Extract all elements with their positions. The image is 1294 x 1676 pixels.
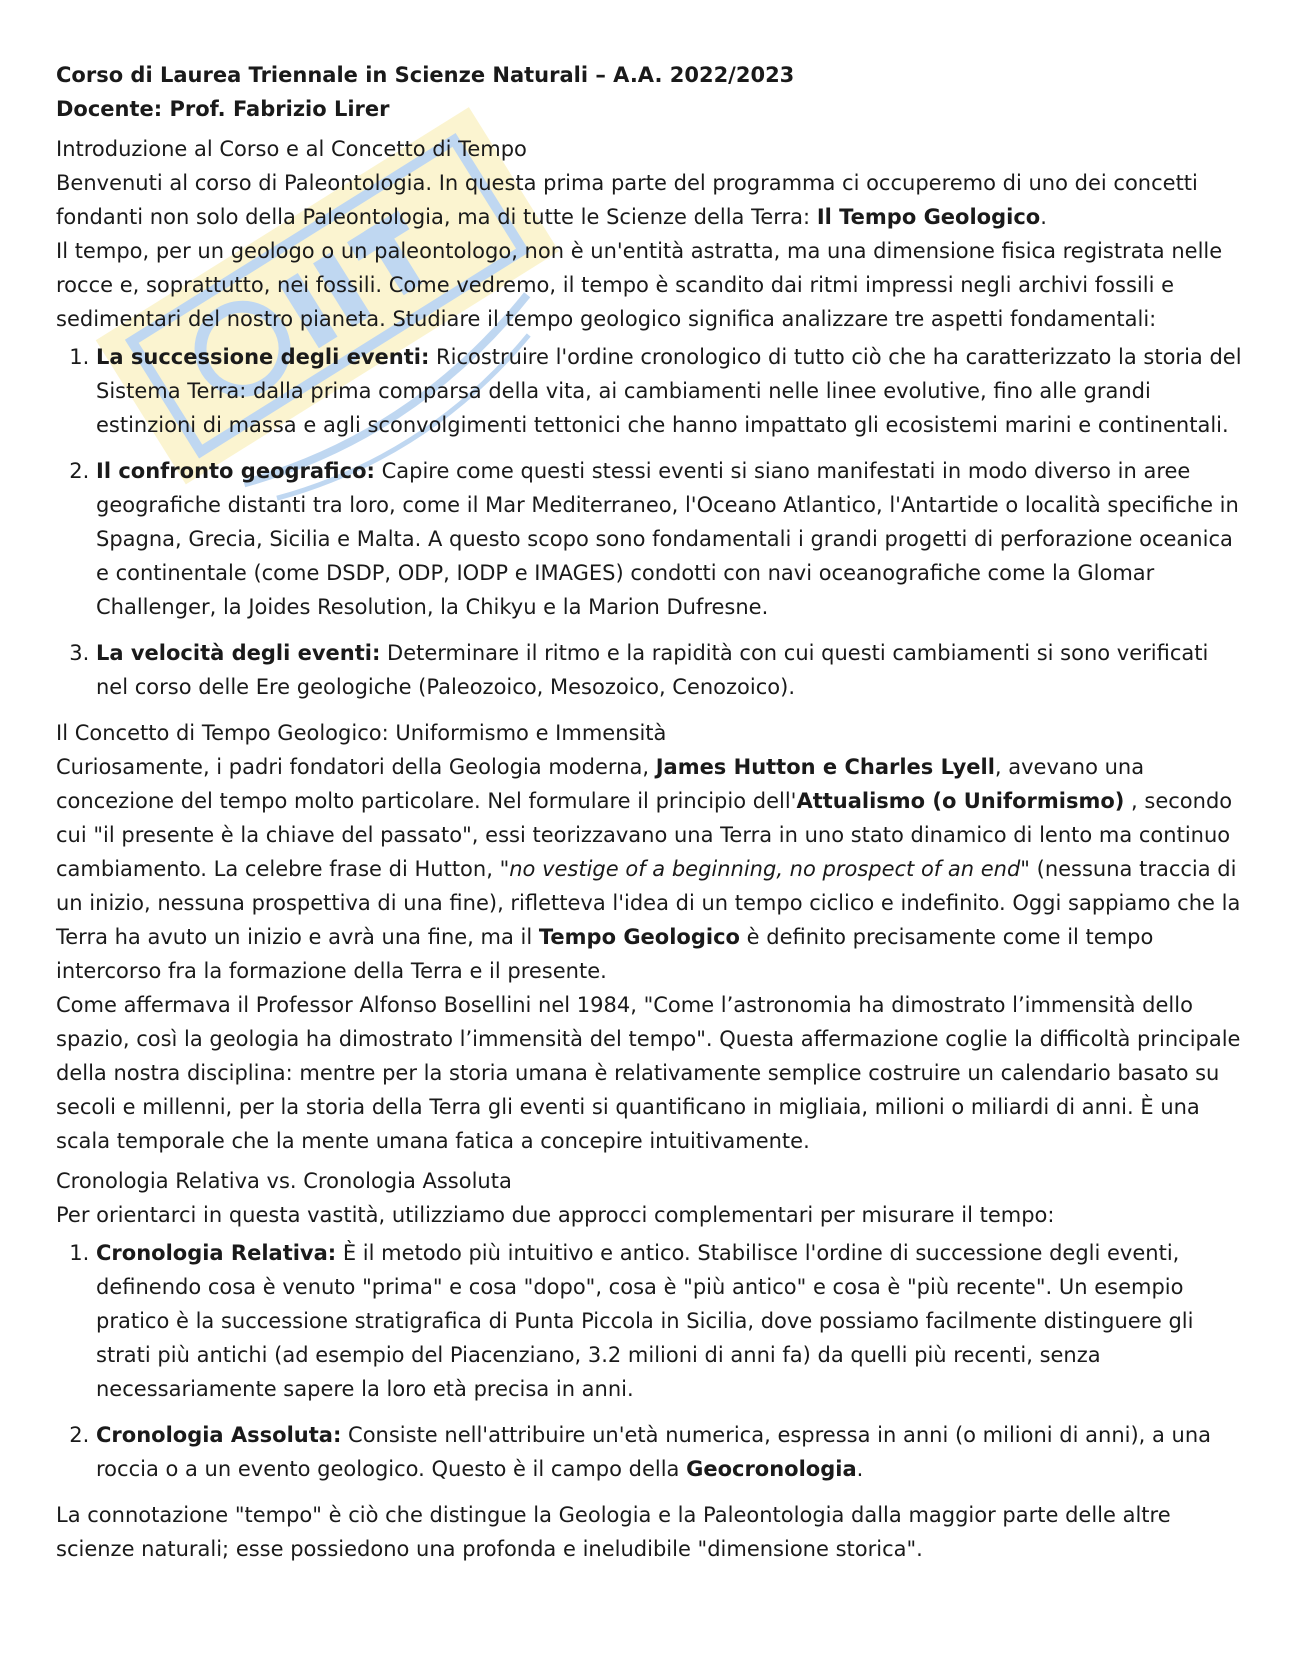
section-title-cronologia: Cronologia Relativa vs. Cronologia Assoluta xyxy=(56,1169,512,1193)
paragraph-closing: La connotazione "tempo" è ciò che distingue la Geologia e la Paleontologia dalla maggior parte delle altre scienze naturali; esse possiedono una profonda e ineludibile "dimensione storica". xyxy=(56,1503,1171,1561)
teacher-line: Docente: Prof. Fabrizio Lirer xyxy=(56,97,390,121)
chronology-list xyxy=(56,1236,1242,1486)
list-item: 1. Cronologia Relativa: È il metodo più intuitivo e antico. Stabilisce l'ordine di successione degli eventi, definendo cosa è venuto "prima" e cosa "dopo", cosa è "più antico" e cosa è "più recente". Un esempio pratico è la successione stratigrafica di Punta Piccola in Sicilia, dove possiamo facilmente distinguere gli strati più antichi (ad esempio del Piacenziano, 3.2 milioni di anni fa) da quelli più recenti, senza necessariamente sapere la loro età precisa in anni. xyxy=(96,1236,1242,1406)
list-item: 1. La successione degli eventi: Ricostruire l'ordine cronologico di tutto ciò che ha caratterizzato la storia del Sistema Terra: dalla prima comparsa della vita, ai cambiamenti nelle linee evolutive, fino alle grandi estinzioni di massa e agli sconvolgimenti tettonici che hanno impattato gli ecosistemi marini e continentali. xyxy=(96,340,1242,442)
paragraph-bosellini: Come affermava il Professor Alfonso Bosellini nel 1984, "Come l’astronomia ha dimostrato l’immensità dello spazio, così la geologia ha dimostrato l’immensità del tempo". Questa affermazione coglie la difficoltà principale della nostra disciplina: mentre per la storia umana è relativamente semplice costruire un calendario basato su secoli e millenni, per la storia della Terra gli eventi si quantificano in migliaia, milioni o miliardi di anni. È una scala temporale che la mente umana fatica a concepire intuitivamente. xyxy=(56,993,1241,1153)
course-title: Corso di Laurea Triennale in Scienze Naturali – A.A. 2022/2023 xyxy=(56,63,795,87)
list-item: 2. Il confronto geografico: Capire come questi stessi eventi si siano manifestati in modo diverso in aree geografiche distanti tra loro, come il Mar Mediterraneo, l'Oceano Atlantico, l'Antartide o località specifiche in Spagna, Grecia, Sicilia e Malta. A questo scopo sono fondamentali i grandi progetti di perforazione oceanica e continentale (come DSDP, ODP, IODP e IMAGES) condotti con navi oceanografiche come la Glomar Challenger, la Joides Resolution, la Chikyu e la Marion Dufresne. xyxy=(96,454,1242,624)
list-item: 3. La velocità degli eventi: Determinare il ritmo e la rapidità con cui questi cambiamenti si sono verificati nel corso delle Ere geologiche (Paleozoico, Mesozoico, Cenozoico). xyxy=(96,636,1242,704)
section-title-intro: Introduzione al Corso e al Concetto di Tempo xyxy=(56,137,527,161)
paragraph-cronologia-intro: Per orientarci in questa vastità, utilizziamo due approcci complementari per misurare il tempo: xyxy=(56,1203,1055,1227)
aspects-list xyxy=(56,340,1242,704)
document-page xyxy=(56,58,1242,1566)
paragraph-tempo: Il tempo, per un geologo o un paleontologo, non è un'entità astratta, ma una dimensione fisica registrata nelle rocce e, soprattutto, nei fossili. Come vedremo, il tempo è scandito dai ritmi impressi negli archivi fossili e sedimentari del nostro pianeta. Studiare il tempo geologico significa analizzare tre aspetti fondamentali: xyxy=(56,239,1223,331)
section-title-uniformismo: Il Concetto di Tempo Geologico: Uniformismo e Immensità xyxy=(56,721,667,745)
paragraph-intro: Benvenuti al corso di Paleontologia. In questa prima parte del programma ci occuperemo di uno dei concetti fondanti non solo della Paleontologia, ma di tutte le Scienze della Terra: Il Tempo Geologico. xyxy=(56,171,1198,229)
list-item: 2. Cronologia Assoluta: Consiste nell'attribuire un'età numerica, espressa in anni (o milioni di anni), a una roccia o a un evento geologico. Questo è il campo della Geocronologia. xyxy=(96,1418,1242,1486)
paragraph-hutton: Curiosamente, i padri fondatori della Geologia moderna, James Hutton e Charles Lyell, avevano una concezione del tempo molto particolare. Nel formulare il principio dell'Attualismo (o Uniformismo) , secondo cui "il presente è la chiave del passato", essi teorizzavano una Terra in uno stato dinamico di lento ma continuo cambiamento. La celebre frase di Hutton, "no vestige of a beginning, no prospect of an end" (nessuna traccia di un inizio, nessuna prospettiva di una fine), rifletteva l'idea di un tempo ciclico e indefinito. Oggi sappiamo che la Terra ha avuto un inizio e avrà una fine, ma il Tempo Geologico è definito precisamente come il tempo intercorso fra la formazione della Terra e il presente. xyxy=(56,755,1241,983)
